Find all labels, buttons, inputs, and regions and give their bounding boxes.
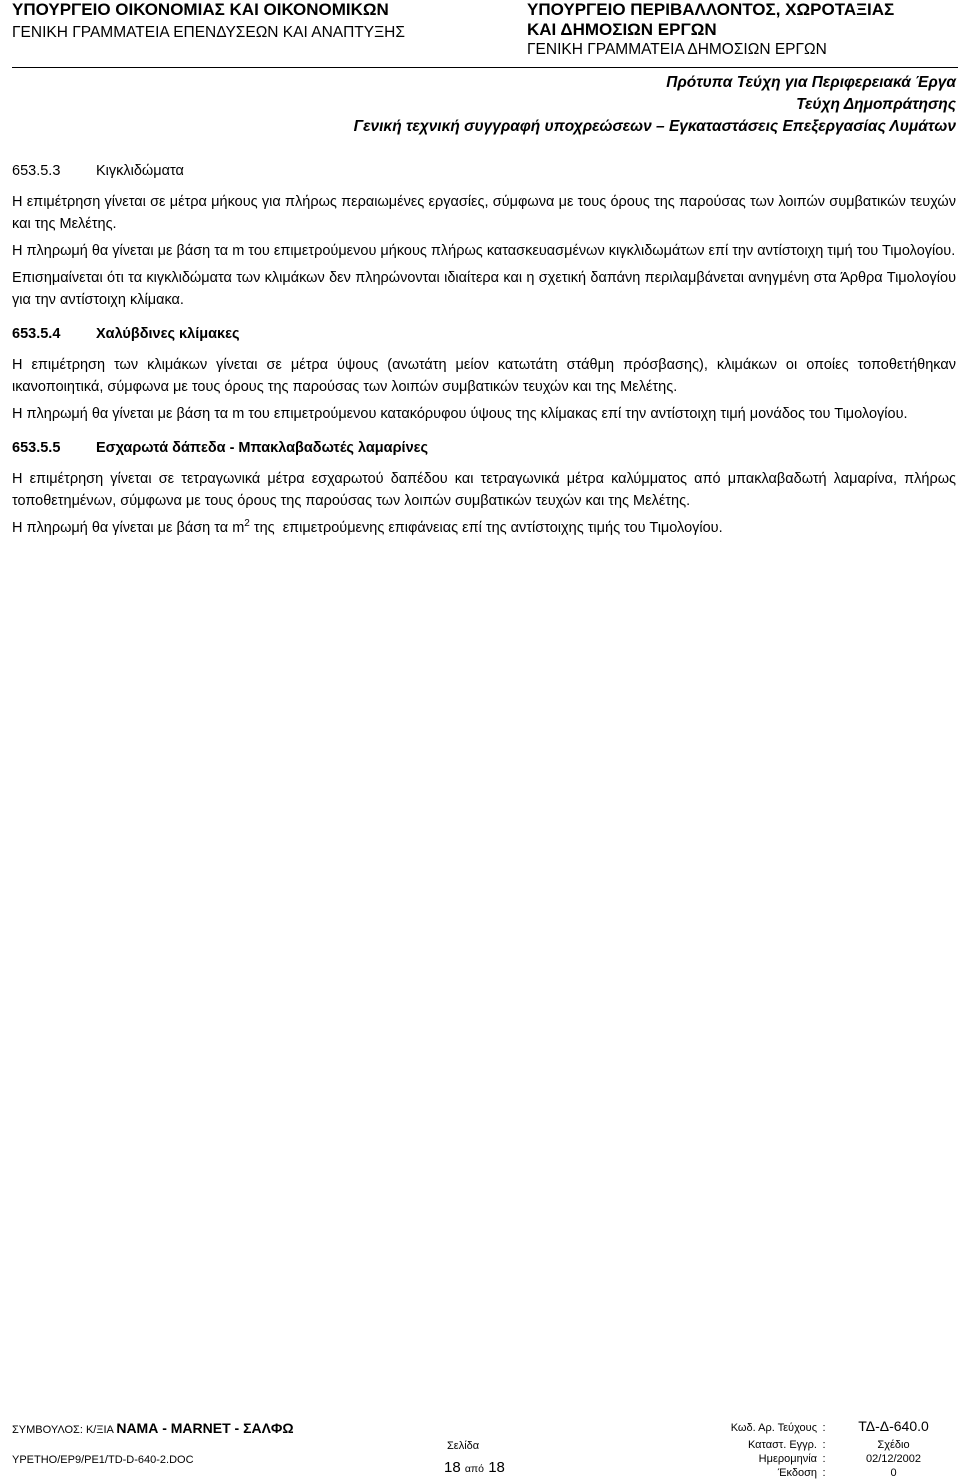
section-number: 653.5.3 <box>12 163 61 179</box>
right-secretariat: ΓΕΝΙΚΗ ΓΡΑΜΜΑΤΕΙΑ ΔΗΜΟΣΙΩΝ ΕΡΓΩΝ <box>527 41 827 58</box>
meta-colon: : <box>822 1467 826 1479</box>
meta-key: Κωδ. Αρ. Τεύχους <box>730 1422 817 1434</box>
paragraph: Η πληρωμή θα γίνεται με βάση τα m του επιμετρούμενου μήκους πλήρως κατασκευασμένων κιγκλιδωμάτων επί την αντίστοιχη τιμή του Τιμολογίου. <box>12 243 956 259</box>
meta-key: Καταστ. Εγγρ. <box>747 1439 817 1451</box>
paragraph: Η επιμέτρηση γίνεται σε μέτρα μήκους για πλήρως περαιωμένες εργασίες, σύμφωνα με τους όρους της παρούσας των λοιπών συμβατικών τευχών και της Μελέτης. <box>12 194 956 232</box>
header-left <box>12 0 405 43</box>
section-steel-stairs <box>12 323 956 425</box>
payment-text-start: Η πληρωμή θα γίνεται με βάση τα m <box>12 520 245 536</box>
section-title: Εσχαρωτά δάπεδα - Μπακλαβαδωτές λαμαρίνες <box>96 440 429 456</box>
footer-page-label: Σελίδα <box>447 1440 480 1452</box>
footer-consultant <box>12 1422 294 1437</box>
section-number: 653.5.5 <box>12 440 61 456</box>
header-right <box>527 0 894 60</box>
paragraph: Επισημαίνεται ότι τα κιγκλιδώματα των κλιμάκων δεν πληρώνονται ιδιαίτερα και η σχετική δαπάνη περιλαμβάνεται ανηγμένη στα Άρθρα Τιμολογίου για την αντίστοιχη κλίμακα. <box>12 270 956 308</box>
paragraph: Η επιμέτρηση γίνεται σε τετραγωνικά μέτρα εσχαρωτού δαπέδου και τετραγωνικά μέτρα καλύμματος από μπακλαβαδωτή λαμαρίνα, πλήρως τοποθετημένων, σύμφωνα με τους όρους της παρούσας των λοιπών συμβατικών τευχών και της Μελέτης. <box>12 471 956 509</box>
meta-key: Έκδοση <box>777 1467 817 1479</box>
section-title: Χαλύβδινες κλίμακες <box>96 326 240 342</box>
section-number: 653.5.4 <box>12 326 61 342</box>
right-ministry-line2: ΚΑΙ ΔΗΜΟΣΙΩΝ ΕΡΓΩΝ <box>527 20 717 39</box>
section-title: Κιγκλιδώματα <box>96 163 184 179</box>
header-divider <box>12 67 958 68</box>
section-heading <box>12 323 956 345</box>
meta-value: 0 <box>890 1467 897 1479</box>
right-ministry-line1: ΥΠΟΥΡΓΕΙΟ ΠΕΡΙΒΑΛΛΟΝΤΟΣ, ΧΩΡΟΤΑΞΙΑΣ <box>527 0 895 19</box>
paragraph: Η επιμέτρηση των κλιμάκων γίνεται σε μέτρα ύψους (ανωτάτη μείον κατωτάτη στάθμη πρόσβασης), κλιμάκων οι οποίες τοποθετήθηκαν ικανοποιητικά, σύμφωνα με τους όρους της παρούσας των λοιπών συμβατικών τευχών και της Μελέτης. <box>12 357 956 395</box>
meta-colon: : <box>822 1453 826 1465</box>
left-secretariat: ΓΕΝΙΚΗ ΓΡΑΜΜΑΤΕΙΑ ΕΠΕΝΔΥΣΕΩΝ ΚΑΙ ΑΝΑΠΤΥΞΗΣ <box>12 24 405 41</box>
meta-value: Σχέδιο <box>877 1439 910 1451</box>
meta-row <box>712 1420 956 1439</box>
footer-page-number <box>444 1460 505 1477</box>
meta-colon: : <box>822 1439 826 1451</box>
meta-row <box>712 1453 956 1467</box>
left-ministry: ΥΠΟΥΡΓΕΙΟ ΟΙΚΟΝΟΜΙΑΣ ΚΑΙ ΟΙΚΟΝΟΜΙΚΩΝ <box>12 0 389 19</box>
meta-value: ΤΔ-Δ-640.0 <box>858 1418 929 1434</box>
page-of: από <box>464 1463 485 1475</box>
document-body <box>12 160 956 544</box>
consultant-name: ΝΑΜΑ - MARNET - ΣΑΛΦΩ <box>116 1420 294 1436</box>
meta-key: Ημερομηνία <box>758 1453 817 1465</box>
meta-row <box>712 1467 956 1481</box>
superscript-exponent: 2 <box>244 518 250 530</box>
doc-title-1: Πρότυπα Τεύχη για Περιφερειακά Έργα <box>666 74 956 91</box>
meta-value: 02/12/2002 <box>865 1453 922 1465</box>
meta-row <box>712 1439 956 1453</box>
page-total: 18 <box>488 1459 505 1476</box>
document-titles <box>354 72 956 138</box>
payment-paragraph <box>12 517 956 539</box>
section-heading <box>12 160 956 182</box>
payment-text-end: της επιμετρούμενης επιφάνειας επί της αντίστοιχης τιμής του Τιμολογίου. <box>249 520 723 536</box>
doc-title-3: Γενική τεχνική συγγραφή υποχρεώσεων – Εγκαταστάσεις Επεξεργασίας Λυμάτων <box>353 118 956 135</box>
paragraph: Η πληρωμή θα γίνεται με βάση τα m του επιμετρούμενου κατακόρυφου ύψους της κλίμακας επί την αντίστοιχη τιμή μονάδος του Τιμολογίου. <box>12 406 908 422</box>
section-heading <box>12 437 956 459</box>
meta-colon: : <box>822 1422 826 1434</box>
section-railings <box>12 160 956 311</box>
section-grating-floors <box>12 437 956 539</box>
page-current: 18 <box>444 1459 461 1476</box>
consultant-label: ΣΥΜΒΟΥΛΟΣ: Κ/ΞΙΑ <box>12 1424 117 1436</box>
footer-document-meta <box>712 1420 956 1481</box>
footer-file-name: ΥΡΕΤΗΟ/ΕΡ9/ΡΕ1/TD-D-640-2.DOC <box>12 1454 194 1466</box>
doc-title-2: Τεύχη Δημοπράτησης <box>796 96 956 113</box>
